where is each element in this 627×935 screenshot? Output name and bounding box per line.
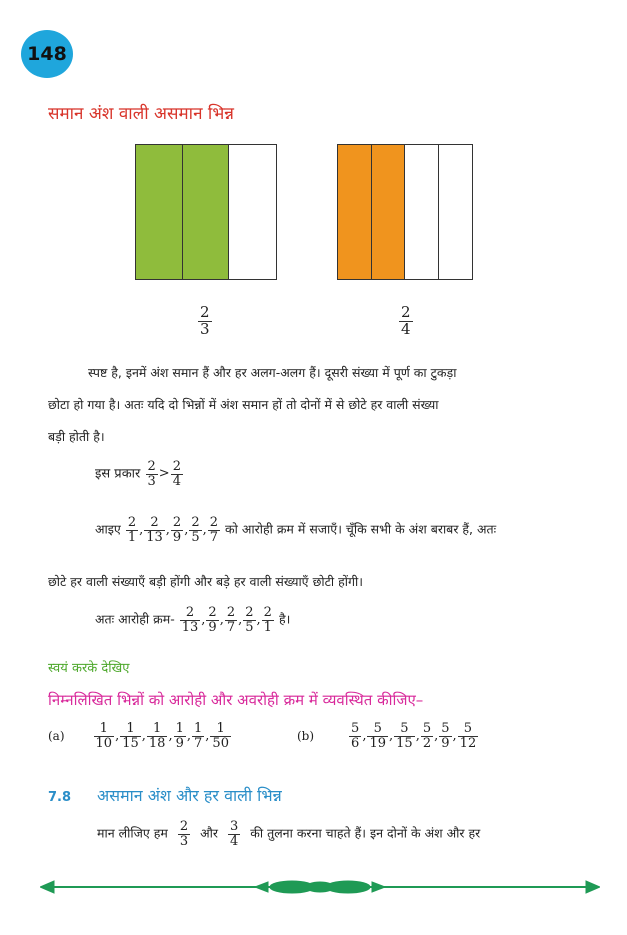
unshaded-part <box>405 145 439 279</box>
paragraph-1-line-1: स्पष्ट है, इनमें अंश समान हैं और हर अलग-अलग हैं। दूसरी संख्या में पूर्ण का टुकड़ा <box>88 365 457 380</box>
fraction <box>262 606 274 634</box>
paragraph-1-line-2: छोटा हो गया है। अतः यदि दो भिन्नों में अंश समान हों तो दोनों में से छोटे हर वाली संख्या <box>48 397 439 412</box>
numerator: 1 <box>175 721 184 736</box>
ascending-prefix: अतः आरोही क्रम- <box>95 611 175 627</box>
final-middle: और <box>200 825 219 841</box>
numerator: 2 <box>147 459 156 474</box>
denominator: 12 <box>459 735 477 751</box>
fraction <box>144 516 165 544</box>
fraction <box>120 722 141 750</box>
denominator: 1 <box>127 529 137 545</box>
numerator: 5 <box>373 721 382 736</box>
denominator: 7 <box>226 619 236 635</box>
exercise-b <box>297 722 479 750</box>
fraction <box>126 516 138 544</box>
paragraph-1-line-3: बड़ी होती है। <box>48 429 105 444</box>
section-title: असमान अंश और हर वाली भिन्न <box>97 786 282 805</box>
fraction <box>192 722 204 750</box>
separator-comma: , <box>201 612 206 628</box>
page-number: 148 <box>27 43 67 65</box>
fraction <box>94 722 115 750</box>
numerator: 5 <box>400 721 409 736</box>
section-heading: समान अंश वाली असमान भिन्न <box>48 104 234 124</box>
separator-comma: , <box>452 728 457 744</box>
separator-comma: , <box>202 522 207 538</box>
fraction <box>171 516 183 544</box>
fraction <box>147 722 168 750</box>
denominator: 19 <box>369 735 386 751</box>
denominator: 4 <box>401 319 411 338</box>
separator-comma: , <box>184 522 189 538</box>
exercise-a-label: (a) <box>48 729 65 744</box>
comparison-prefix: इस प्रकार <box>95 466 141 482</box>
fraction <box>180 606 201 634</box>
numerator: 2 <box>179 819 189 834</box>
numerator: 5 <box>351 721 360 736</box>
numerator: 2 <box>226 605 236 620</box>
numerator: 2 <box>172 515 182 530</box>
separator-comma: , <box>141 728 146 744</box>
denominator: 5 <box>191 529 200 545</box>
numerator: 1 <box>194 721 203 736</box>
separator-comma: , <box>165 522 170 538</box>
final-line <box>97 820 480 848</box>
comparison-line <box>95 460 184 488</box>
denominator: 3 <box>200 319 210 338</box>
fraction <box>189 516 201 544</box>
fraction <box>458 722 479 750</box>
denominator: 10 <box>95 735 113 751</box>
paragraph-2-line-1 <box>95 516 496 544</box>
fraction-list <box>125 515 221 545</box>
numerator: 5 <box>422 721 432 736</box>
separator-comma: , <box>415 728 420 744</box>
separator-comma: , <box>139 522 144 538</box>
numerator: 1 <box>153 721 162 736</box>
denominator: 7 <box>194 735 203 751</box>
fraction <box>174 722 186 750</box>
figure-label-left <box>197 305 213 338</box>
ascending-order-line <box>95 606 290 634</box>
numerator: 2 <box>150 515 159 530</box>
unshaded-part <box>439 145 473 279</box>
numerator: 2 <box>208 605 217 620</box>
greater-than-operator: > <box>158 466 170 482</box>
section-number: 7.8 <box>48 790 72 805</box>
fraction <box>367 722 388 750</box>
denominator: 1 <box>263 619 272 635</box>
separator-comma: , <box>238 612 243 628</box>
try-yourself-heading: स्वयं करके देखिए <box>48 661 130 676</box>
shaded-part <box>136 145 183 279</box>
numerator: 3 <box>230 819 239 834</box>
denominator: 13 <box>146 529 163 545</box>
numerator: 2 <box>185 605 195 620</box>
fraction-list <box>348 721 479 751</box>
fraction-bar-fourths <box>337 144 473 280</box>
fraction-list <box>179 605 275 635</box>
denominator: 9 <box>441 735 450 751</box>
numerator: 2 <box>401 303 411 321</box>
fraction-list <box>93 721 232 751</box>
fraction <box>225 606 237 634</box>
numerator: 2 <box>200 303 210 321</box>
denominator: 2 <box>422 735 432 751</box>
unshaded-part <box>229 145 276 279</box>
separator-comma: , <box>186 728 191 744</box>
denominator: 9 <box>175 735 184 751</box>
figure-label-right <box>398 305 414 338</box>
denominator: 13 <box>181 619 199 635</box>
denominator: 7 <box>209 529 219 545</box>
final-suffix: की तुलना करना चाहते हैं। इन दोनों के अंश और हर <box>250 825 481 841</box>
final-prefix: मान लीजिए हम <box>97 825 168 841</box>
separator-comma: , <box>389 728 394 744</box>
numerator: 5 <box>441 721 450 736</box>
denominator: 3 <box>179 833 189 849</box>
denominator: 4 <box>172 473 181 489</box>
fraction <box>243 606 255 634</box>
denominator: 15 <box>122 735 139 751</box>
fraction <box>206 606 218 634</box>
separator-comma: , <box>362 728 367 744</box>
denominator: 50 <box>212 735 229 751</box>
denominator: 15 <box>396 735 413 751</box>
exercise-b-label: (b) <box>297 729 315 744</box>
page-number-badge <box>21 30 73 78</box>
fraction <box>439 722 451 750</box>
separator-comma: , <box>256 612 261 628</box>
exercise-a <box>48 722 232 750</box>
fraction <box>349 722 361 750</box>
denominator: 9 <box>208 619 217 635</box>
numerator: 2 <box>172 459 181 474</box>
exercise-heading: निम्नलिखित भिन्नों को आरोही और अवरोही क्रम में व्यवस्थित कीजिए– <box>48 691 424 709</box>
shaded-part <box>372 145 406 279</box>
fraction <box>421 722 433 750</box>
fraction <box>208 516 220 544</box>
denominator: 4 <box>230 833 239 849</box>
numerator: 2 <box>191 515 200 530</box>
denominator: 3 <box>147 473 156 489</box>
numerator: 2 <box>127 515 137 530</box>
paragraph-2-prefix: आइए <box>95 521 121 537</box>
numerator: 1 <box>126 721 135 736</box>
numerator: 1 <box>216 721 225 736</box>
fraction <box>210 722 231 750</box>
numerator: 2 <box>263 605 272 620</box>
separator-comma: , <box>434 728 439 744</box>
numerator: 2 <box>245 605 254 620</box>
denominator: 5 <box>245 619 254 635</box>
numerator: 1 <box>99 721 108 736</box>
section-7-8-heading <box>48 784 282 806</box>
ascending-suffix: है। <box>278 611 291 627</box>
shaded-part <box>183 145 230 279</box>
fraction <box>394 722 415 750</box>
fraction-bar-thirds <box>135 144 277 280</box>
decorative-divider <box>40 876 600 898</box>
denominator: 9 <box>172 529 182 545</box>
separator-comma: , <box>219 612 224 628</box>
numerator: 2 <box>209 515 219 530</box>
denominator: 6 <box>351 735 360 751</box>
shaded-part <box>338 145 372 279</box>
paragraph-2-line-2: छोटे हर वाली संख्याएँ बड़ी होंगी और बड़े हर वाली संख्याएँ छोटी होंगी। <box>48 574 363 589</box>
denominator: 18 <box>148 735 166 751</box>
paragraph-2-suffix: को आरोही क्रम में सजाएँ। चूँकि सभी के अंश बराबर हैं, अतः <box>225 521 497 537</box>
separator-comma: , <box>205 728 210 744</box>
separator-comma: , <box>168 728 173 744</box>
numerator: 5 <box>463 721 473 736</box>
separator-comma: , <box>115 728 120 744</box>
